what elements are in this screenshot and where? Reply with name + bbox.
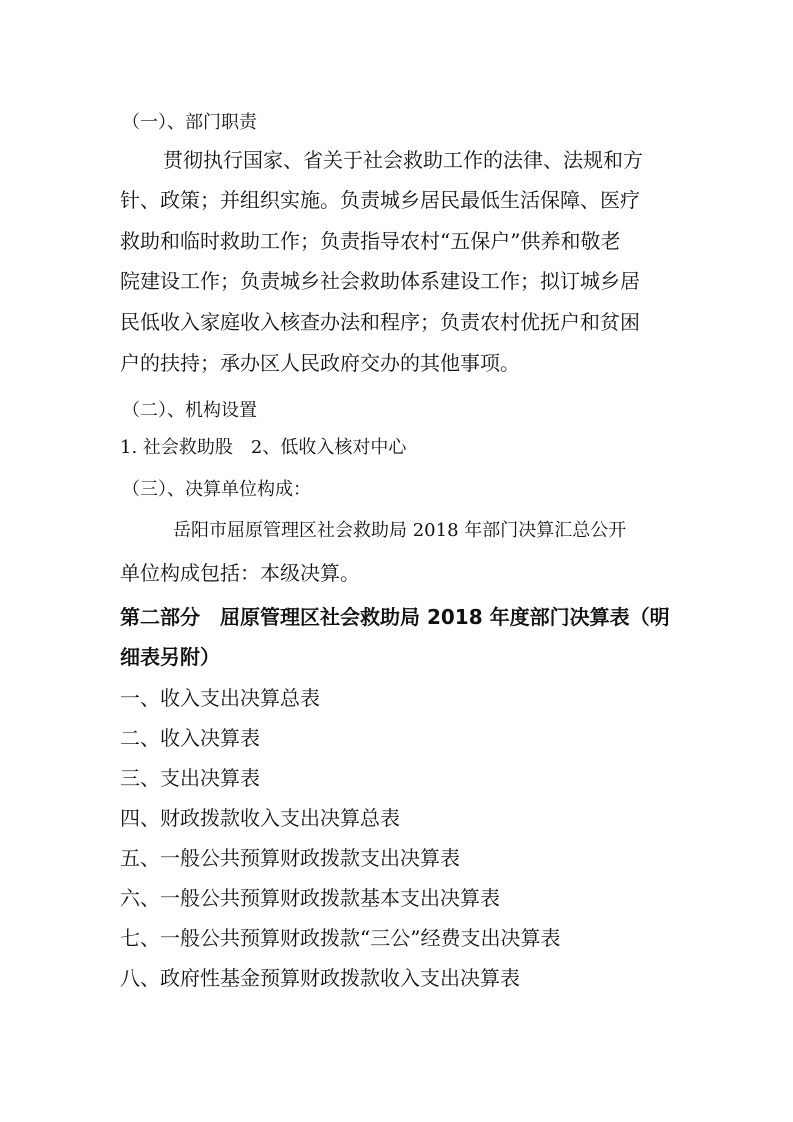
- part-title: 细表另附）: [120, 645, 220, 669]
- structure-items: 1. 社会救助股 2、低收入核对中心: [120, 437, 407, 458]
- list-item: 六、一般公共预算财政拨款基本支出决算表: [120, 886, 500, 910]
- list-item: 二、收入决算表: [120, 726, 260, 750]
- paragraph-line: 针、政策；并组织实施。负责城乡居民最低生活保障、医疗: [120, 188, 640, 212]
- section-heading-structure: （二）、机构设置: [122, 400, 257, 421]
- paragraph-line: 民低收入家庭收入核查办法和程序；负责农村优抚户和贫困: [120, 310, 640, 334]
- paragraph-line: 院建设工作；负责城乡社会救助体系建设工作；拟订城乡居: [120, 269, 640, 293]
- paragraph-line: 岳阳市屈原管理区社会救助局 2018 年部门决算汇总公开: [173, 520, 627, 541]
- section-heading-units: （三）、决算单位构成：: [122, 479, 311, 500]
- paragraph-line: 救助和临时救助工作；负责指导农村“五保户”供养和敬老: [120, 229, 621, 253]
- paragraph-line: 户的扶持；承办区人民政府交办的其他事项。: [120, 351, 520, 375]
- list-item: 七、一般公共预算财政拨款“三公”经费支出决算表: [120, 926, 561, 950]
- list-item: 五、一般公共预算财政拨款支出决算表: [120, 846, 460, 870]
- list-item: 八、政府性基金预算财政拨款收入支出决算表: [120, 966, 520, 990]
- paragraph-line: 贯彻执行国家、省关于社会救助工作的法律、法规和方: [163, 148, 643, 172]
- section-heading-duties: （一）、部门职责: [122, 112, 257, 133]
- list-item: 三、支出决算表: [120, 766, 260, 790]
- paragraph-line: 单位构成包括：本级决算。: [120, 561, 360, 585]
- part-title: 第二部分 屈原管理区社会救助局 2018 年度部门决算表（明: [120, 605, 670, 629]
- list-item: 一、收入支出决算总表: [120, 686, 320, 710]
- list-item: 四、财政拨款收入支出决算总表: [120, 806, 400, 830]
